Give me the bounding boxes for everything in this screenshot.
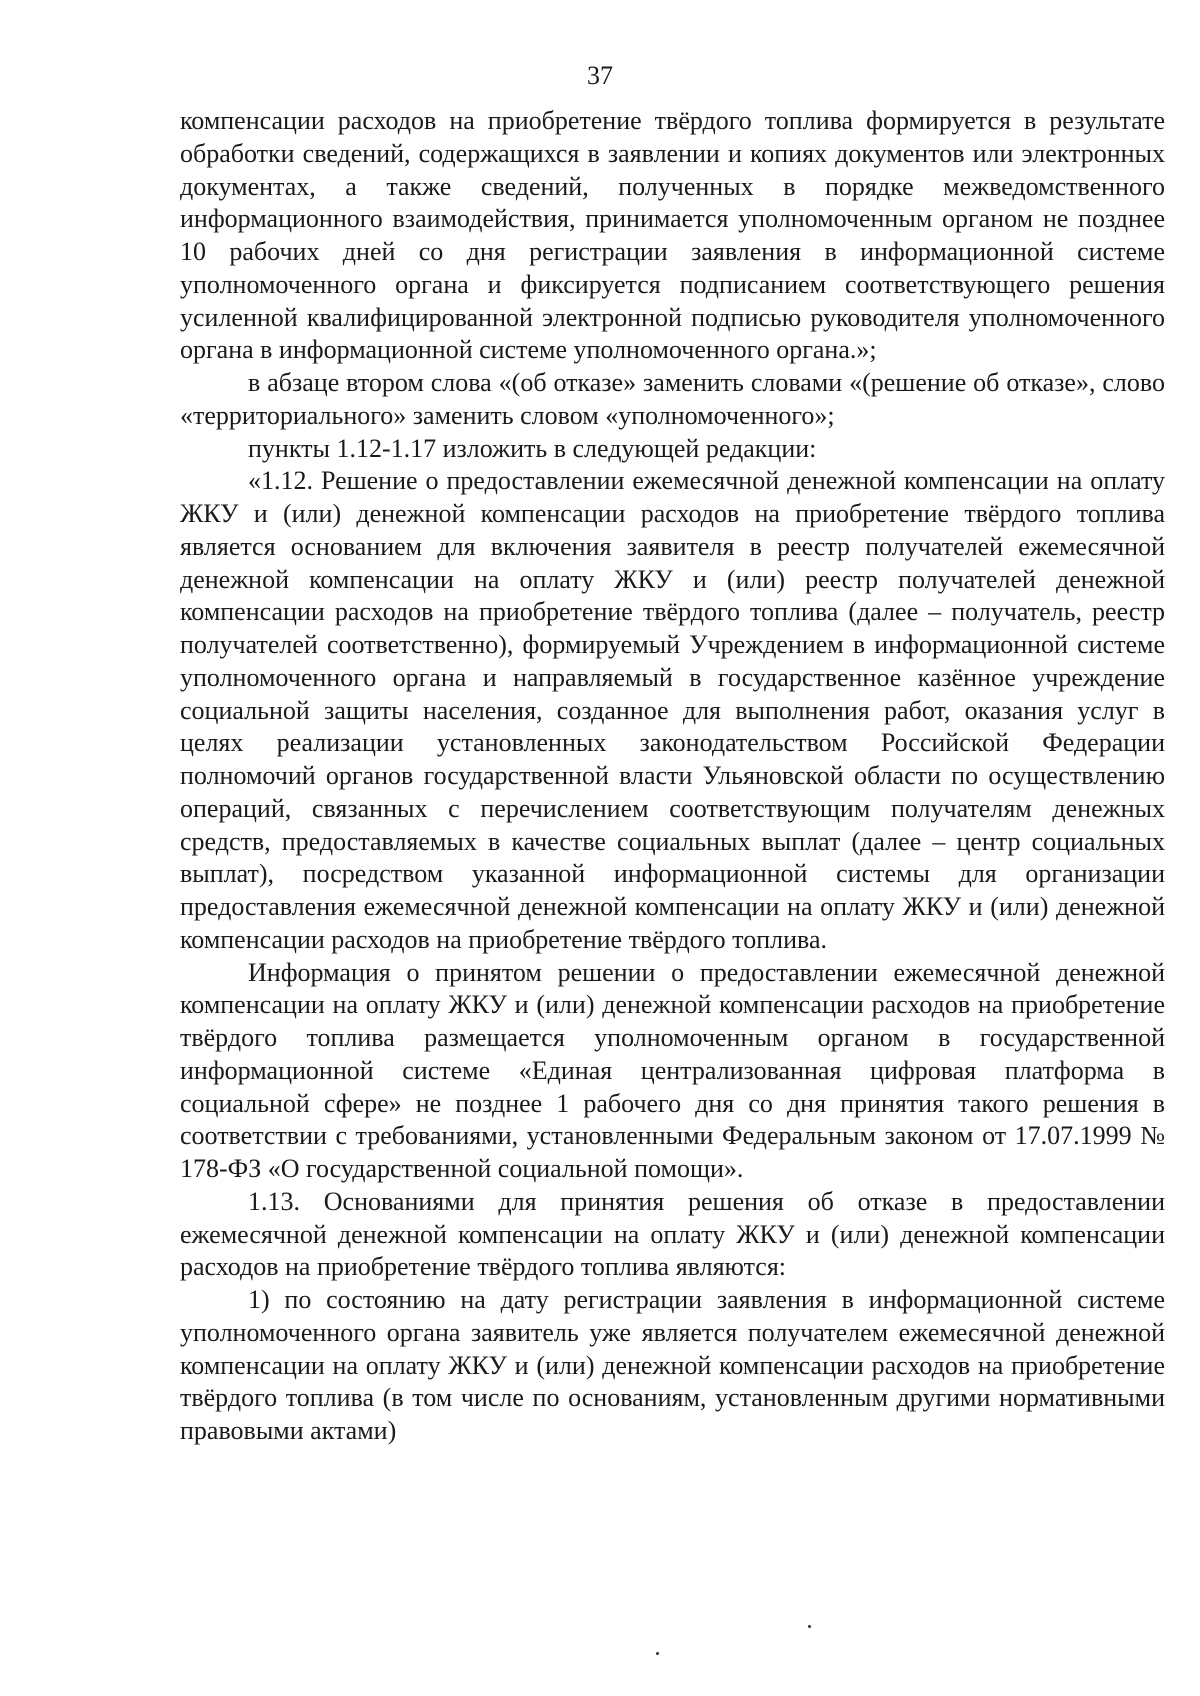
- scan-speck: [808, 1625, 811, 1628]
- paragraph-item-1: 1) по состоянию на дату регистрации заявления в информационной системе уполномоченного органа заявитель уже является получателем ежемесячной денежной компенсации на оплату ЖКУ и (или) денежной компенсации расходов на приобретение твёрдого топлива (в том числе по основаниям, установленным другими нормативными правовыми актами): [180, 1285, 1165, 1445]
- scan-speck: [656, 1652, 659, 1655]
- paragraph-continuation: компенсации расходов на приобретение твёрдого топлива формируется в результате обработки сведений, содержащихся в заявлении и копиях документов или электронных документах, а также сведений, полученных в порядке межведомственного информационного взаимодействия, принимается уполномоченным органом не позднее 10 рабочих дней со дня регистрации заявления в информационной системе уполномоченного органа и фиксируется подписанием соответствующего решения усиленной квалифицированной электронной подписью руководителя уполномоченного органа в информационной системе уполномоченного органа.»;: [180, 106, 1165, 365]
- document-body: [180, 105, 1165, 1448]
- paragraph-information: Информация о принятом решении о предоставлении ежемесячной денежной компенсации на оплату ЖКУ и (или) денежной компенсации расходов на приобретение твёрдого топлива размещается уполномоченным органом в государственной информационной системе «Единая централизованная цифровая платформа в социальной сфере» не позднее 1 рабочего дня со дня принятия такого решения в соответствии с требованиями, установленными Федеральным законом от 17.07.1999 № 178-ФЗ «О государственной социальной помощи».: [180, 957, 1165, 1183]
- page-number: 37: [587, 61, 613, 90]
- paragraph-clause-1-13: 1.13. Основаниями для принятия решения об отказе в предоставлении ежемесячной денежной компенсации на оплату ЖКУ и (или) денежной компенсации расходов на приобретение твёрдого топлива являются:: [180, 1186, 1165, 1282]
- paragraph-amendment-points: пункты 1.12-1.17 изложить в следующей редакции:: [248, 433, 817, 463]
- paragraph-clause-1-12: «1.12. Решение о предоставлении ежемесячной денежной компенсации на оплату ЖКУ и (или) денежной компенсации расходов на приобретение твёрдого топлива является основанием для включения заявителя в реестр получателей ежемесячной денежной компенсации на оплату ЖКУ и (или) реестр получателей денежной компенсации расходов на приобретение твёрдого топлива (далее – получатель, реестр получателей соответственно), формируемый Учреждением в информационной системе уполномоченного органа и направляемый в государственное казённое учреждение социальной защиты населения, созданное для выполнения работ, оказания услуг в целях реализации установленных законодательством Российской Федерации полномочий органов государственной власти Ульяновской области по осуществлению операций, связанных с перечислением соответствующим получателям денежных средств, предоставляемых в качестве социальных выплат (далее – центр социальных выплат), посредством указанной информационной системы для организации предоставления ежемесячной денежной компенсации на оплату ЖКУ и (или) денежной компенсации расходов на приобретение твёрдого топлива.: [180, 466, 1165, 954]
- paragraph-amendment-second-clause: в абзаце втором слова «(об отказе» заменить словами «(решение об отказе», слово «территориального» заменить словом «уполномоченного»;: [180, 368, 1165, 430]
